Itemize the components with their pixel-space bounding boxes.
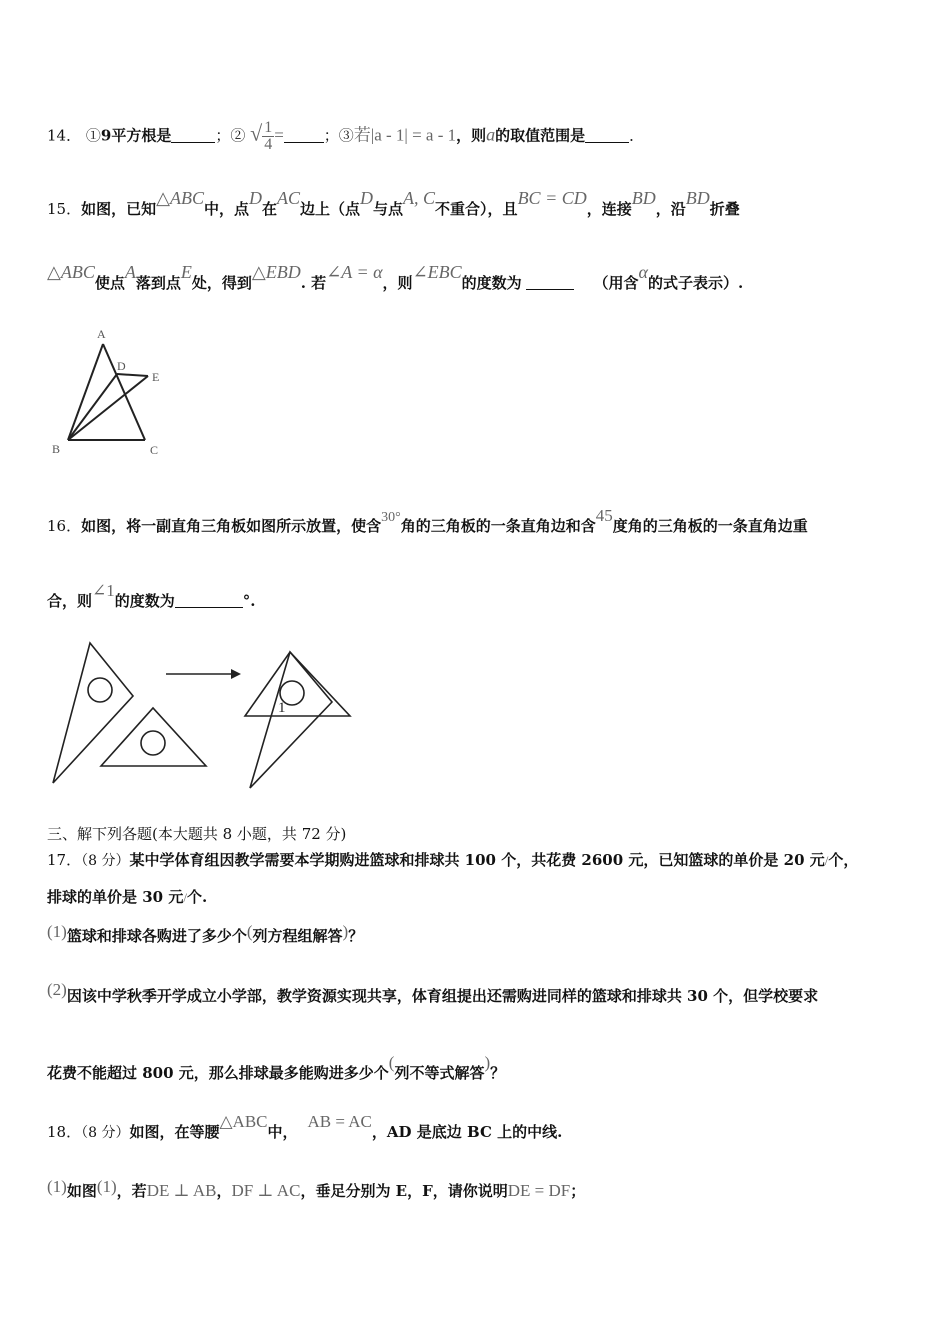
question-number: 16． xyxy=(47,517,82,535)
q15-text: 与点 xyxy=(373,200,404,218)
q16-text: 合，则 xyxy=(47,592,93,610)
q18-text: ； xyxy=(570,1182,586,1200)
paren: ) xyxy=(342,922,349,941)
math-de-perp-ab: DE ⊥ AB xyxy=(146,1181,217,1200)
q16-text: 如图，将一副直角三角板如图所示放置，使含 xyxy=(81,517,382,535)
question-18-part1 xyxy=(47,1177,586,1201)
variable-a: a xyxy=(486,124,496,145)
q15-text: 使点 xyxy=(94,274,125,292)
question-17-line1 xyxy=(47,849,858,870)
q15-text: 的度数为 xyxy=(461,274,522,292)
answer-blank xyxy=(175,593,243,608)
math-point-e: E xyxy=(180,262,192,282)
q14-sep2: ；③ xyxy=(323,126,354,145)
q15-text: （用含 xyxy=(593,274,639,292)
math-point-d: D xyxy=(360,188,374,208)
q14-ze: ，则 xyxy=(456,126,487,145)
question-15-line2 xyxy=(47,262,744,293)
question-number: 18． xyxy=(47,1123,82,1141)
math-angle-ebc: ∠EBC xyxy=(412,262,462,282)
label-b: B xyxy=(52,442,61,456)
math-triangle-abc: △ABC xyxy=(219,1112,268,1131)
question-17-part2-line2 xyxy=(47,1053,506,1083)
figure-ref: (1) xyxy=(96,1177,117,1196)
question-17-line2 xyxy=(47,886,207,907)
sqrt-sign: √ xyxy=(250,120,263,146)
math-45: 45 xyxy=(595,506,613,525)
q18-text: 中， xyxy=(267,1123,298,1141)
paren: ) xyxy=(484,1053,491,1072)
q15-text: ，连接 xyxy=(586,200,632,218)
q17-text: 某中学体育组因教学需要本学期购进篮球和排球共 100 个，共花费 2600 元，已知篮球的单价是 20 元 xyxy=(129,851,825,869)
angle-1-label: 1 xyxy=(278,700,286,716)
q14-part1: 9平方根是 xyxy=(100,126,172,145)
equals-sign: = xyxy=(274,125,284,145)
math-ab-equals-ac: AB = AC xyxy=(307,1112,372,1131)
q15-text: . 若 xyxy=(300,274,327,292)
question-18-line1 xyxy=(47,1112,563,1142)
q15-text: 的式子表示）. xyxy=(647,274,744,292)
q17-text: ？ xyxy=(490,1064,506,1082)
figure-16-set-squares xyxy=(45,638,365,798)
q16-text: 度角的三角板的一条直角边重 xyxy=(612,517,808,535)
label-e: E xyxy=(152,370,160,384)
answer-blank xyxy=(585,128,629,143)
answer-blank xyxy=(284,128,324,143)
label-a: A xyxy=(97,327,106,341)
arrow-head xyxy=(231,669,241,679)
math-df-perp-ac: DF ⊥ AC xyxy=(231,1181,301,1200)
q17-text: 篮球和排球各购进了多少个 xyxy=(66,927,247,945)
q14-part3: 的取值范围是 xyxy=(495,126,586,145)
math-alpha: α xyxy=(638,262,648,282)
q18-text: ， xyxy=(216,1182,232,1200)
q16-text: 角的三角板的一条直角边和含 xyxy=(400,517,596,535)
q15-text: 边上（点 xyxy=(300,200,361,218)
q14-sep1: ；② xyxy=(215,126,246,145)
fraction-one-quarter xyxy=(262,120,274,153)
answer-blank xyxy=(171,128,215,143)
q18-text: ，AD 是底边 BC 上的中线. xyxy=(371,1123,563,1141)
q17-text: 列不等式解答 xyxy=(394,1064,485,1082)
paren: ( xyxy=(388,1053,395,1072)
slash: / xyxy=(183,890,187,905)
q15-text: 落到点 xyxy=(135,274,181,292)
question-16-line2 xyxy=(47,581,256,611)
part-label: (1) xyxy=(47,922,67,941)
part-label: (2) xyxy=(47,980,67,999)
answer-blank xyxy=(526,275,574,290)
q14-ruo: 若 xyxy=(353,125,371,145)
q17-text: 花费不能超过 800 元，那么排球最多能购进多少个 xyxy=(47,1064,389,1082)
label-c: C xyxy=(150,443,159,457)
fraction-denominator: 4 xyxy=(264,136,273,153)
question-14 xyxy=(47,120,644,153)
question-number: 14． xyxy=(47,126,82,145)
question-16-line1 xyxy=(47,506,808,536)
q15-text: ，则 xyxy=(382,274,413,292)
label-d: D xyxy=(117,359,126,373)
q15-text: 处，得到 xyxy=(191,274,252,292)
math-triangle-abc: △ABC xyxy=(156,188,204,208)
q17-text: 个， xyxy=(828,851,859,869)
q15-text: ，沿 xyxy=(655,200,686,218)
q18-text: ，若 xyxy=(116,1182,147,1200)
q18-text: ，垂足分别为 E，F，请你说明 xyxy=(300,1182,508,1200)
q17-text: 列方程组解答 xyxy=(252,927,343,945)
q18-text: 如图，在等腰 xyxy=(129,1123,220,1141)
question-15-line1 xyxy=(47,188,740,219)
figure-15-triangle-fold xyxy=(45,322,175,462)
math-triangle-abc: △ABC xyxy=(47,262,95,282)
math-30-degrees: 30° xyxy=(381,510,401,525)
q15-text: 折叠 xyxy=(709,200,740,218)
math-de-equals-df: DE = DF xyxy=(507,1181,571,1200)
circled-one: ① xyxy=(85,126,101,145)
math-segment-bd: BD xyxy=(631,188,656,208)
paren: ( xyxy=(246,922,253,941)
slash: / xyxy=(824,853,829,868)
q17-text: ？ xyxy=(348,927,364,945)
math-angle-a: ∠A = α xyxy=(326,262,383,282)
math-bc-equals-cd: BC = CD xyxy=(517,188,587,208)
q17-text: 因该中学秋季开学成立小学部，教学资源实现共享，体育组提出还需购进同样的篮球和排球共 30 个，但学校要求 xyxy=(66,987,819,1005)
math-segment-ac: AC xyxy=(276,188,300,208)
fraction-numerator: 1 xyxy=(264,119,273,136)
q16-text: 的度数为 xyxy=(114,592,175,610)
q14-end: ． xyxy=(629,126,645,145)
section-3-title: 三、解下列各题(本大题共 8 小题，共 72 分) xyxy=(47,825,347,843)
math-segment-bd: BD xyxy=(685,188,710,208)
question-17-part1 xyxy=(47,922,364,946)
part-label: (1) xyxy=(47,1177,67,1196)
math-angle-1: ∠1 xyxy=(92,581,115,600)
q18-text: 如图 xyxy=(66,1182,97,1200)
q15-text: 中，点 xyxy=(203,200,249,218)
q17-text: 个. xyxy=(186,888,208,906)
q15-text: 如图，已知 xyxy=(81,200,157,218)
math-triangle-ebd: △EBD xyxy=(251,262,301,282)
math-point-a: A xyxy=(124,262,136,282)
q15-text: 不重合），且 xyxy=(435,200,518,218)
question-number: 15． xyxy=(47,200,82,218)
q15-text: 在 xyxy=(261,200,277,218)
q16-text: °. xyxy=(242,592,256,610)
abs-equation: |a - 1| = a - 1 xyxy=(370,125,457,145)
question-17-part2-line1 xyxy=(47,980,819,1006)
math-point-d: D xyxy=(248,188,262,208)
score: （8 分） xyxy=(81,853,130,869)
q17-text: 排球的单价是 30 元 xyxy=(47,888,184,906)
math-points-ac: A, C xyxy=(403,188,436,208)
question-number: 17． xyxy=(47,851,82,869)
score: （8 分） xyxy=(81,1125,130,1141)
